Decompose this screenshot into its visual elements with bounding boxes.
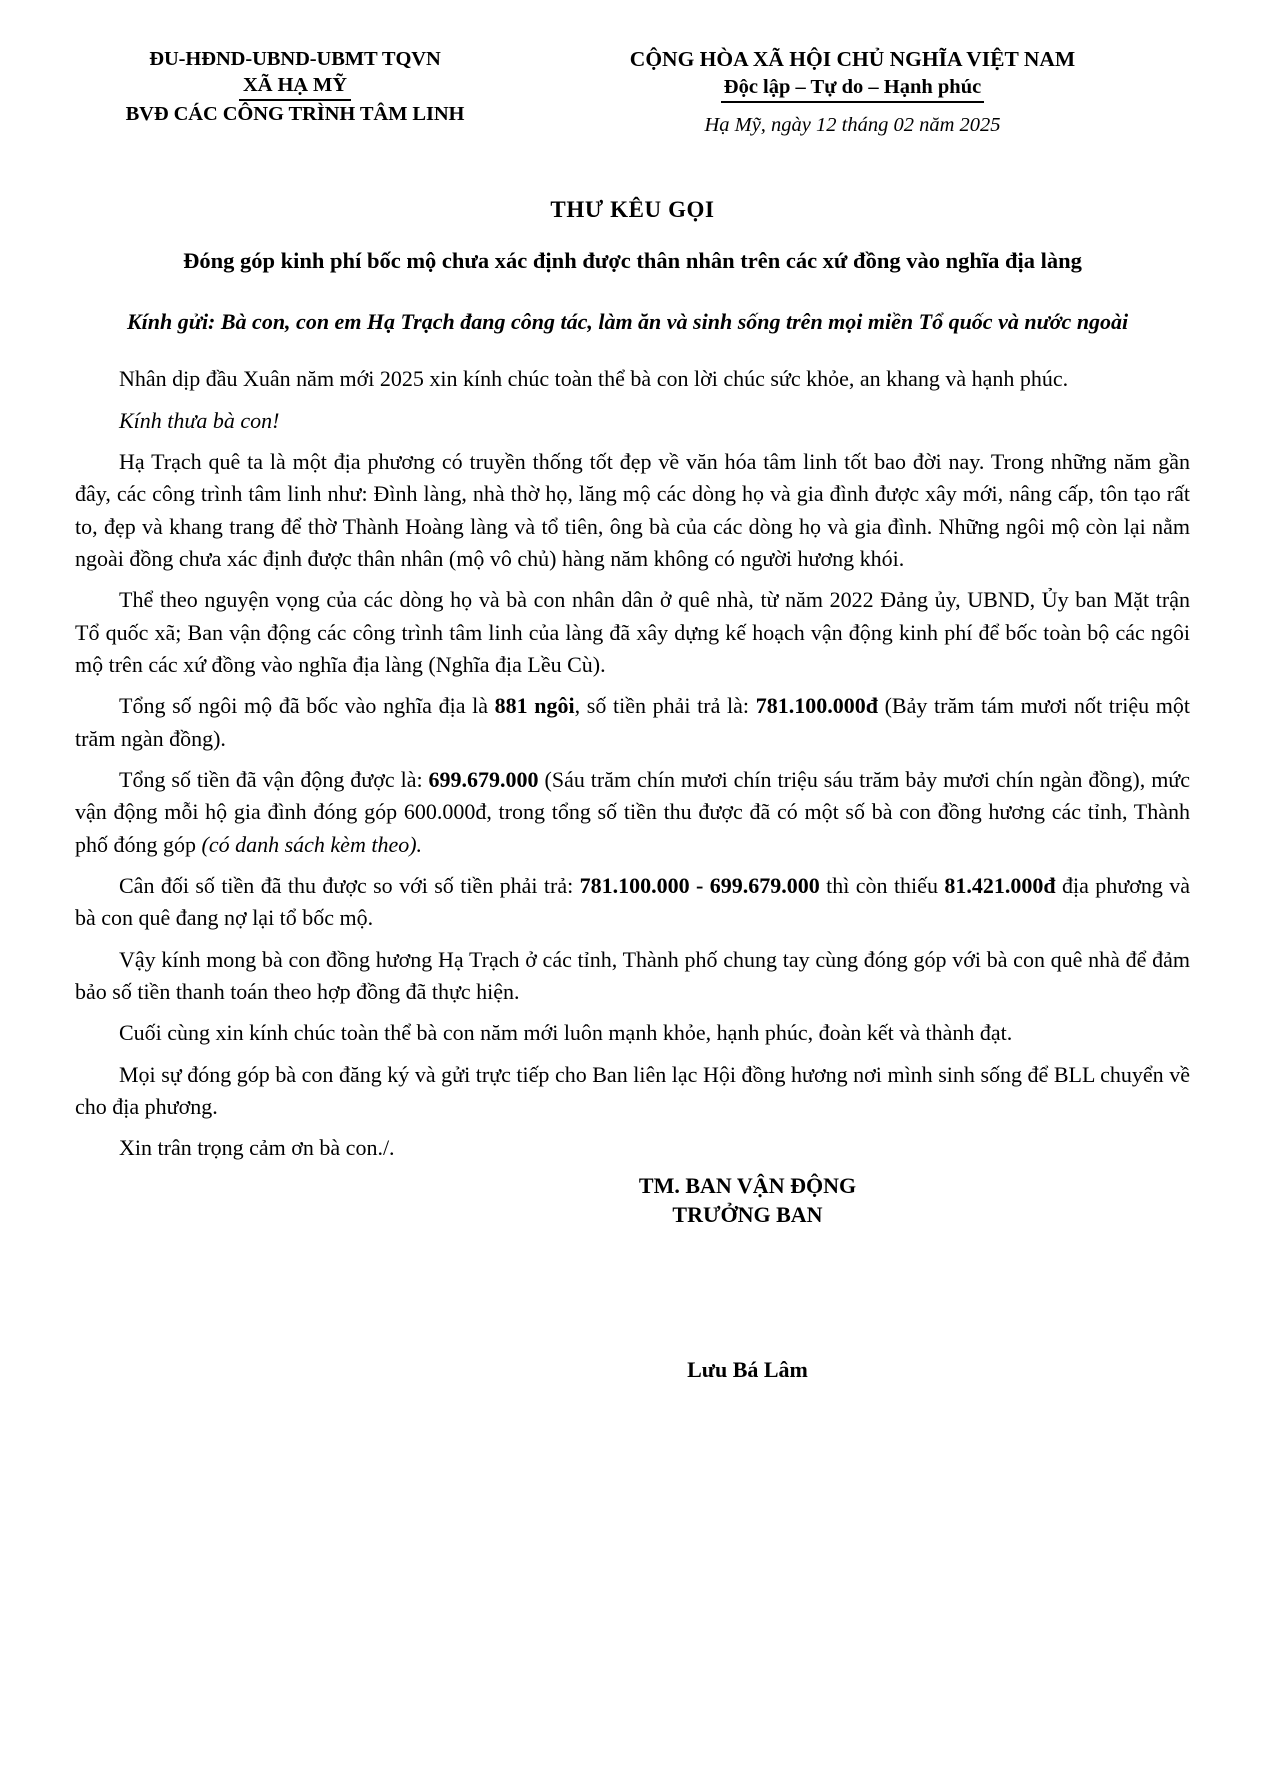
paragraph-background: Hạ Trạch quê ta là một địa phương có truyền thống tốt đẹp về văn hóa tâm linh tốt bao đời nay. Trong những năm gần đây, các công trình tâm linh như: Đình làng, nhà thờ họ, lăng mộ các dòng họ và gia đình được xây mới, nâng cấp, tôn tạo rất to, đẹp và khang trang để thờ Thành Hoàng làng và tổ tiên, ông bà của các dòng họ và gia đình. Những ngôi mộ còn lại nằm ngoài đồng chưa xác định được thân nhân (mộ vô chủ) hàng năm không có người hương khói.: [75, 448, 1190, 571]
total-graves-count: 881 ngôi: [494, 693, 575, 719]
paragraph-balance: [75, 870, 1190, 935]
document-subtitle: Đóng góp kinh phí bốc mộ chưa xác định được thân nhân trên các xứ đồng vào nghĩa địa làng: [183, 247, 1082, 273]
balance-equation: 781.100.000 - 699.679.000: [579, 872, 820, 898]
header-left-block: [75, 46, 505, 128]
paragraph-thanks: Xin trân trọng cảm ơn bà con./.: [119, 1135, 395, 1161]
amount-due-label: , số tiền phải trả là:: [574, 693, 756, 719]
document-header: [75, 46, 1190, 141]
page-title: THƯ KÊU GỌI: [550, 196, 715, 222]
issuing-authority-board: BVĐ CÁC CÔNG TRÌNH TÂM LINH: [125, 103, 465, 126]
attached-list-note: (có danh sách kèm theo).: [201, 831, 423, 857]
paragraph-greeting: Nhân dịp đầu Xuân năm mới 2025 xin kính chúc toàn thể bà con lời chúc sức khỏe, an khang và hạnh phúc.: [119, 366, 1069, 392]
national-motto: Độc lập – Tự do – Hạnh phúc: [721, 74, 984, 103]
shortfall-value: 81.421.000đ: [944, 872, 1056, 898]
national-title: CỘNG HÒA XÃ HỘI CHỦ NGHĨA VIỆT NAM: [629, 47, 1076, 71]
amount-due-value: 781.100.000đ: [755, 693, 878, 719]
total-raised-label: Tổng số tiền đã vận động được là:: [119, 766, 429, 792]
signer-name: Lưu Bá Lâm: [687, 1356, 808, 1382]
header-right-block: [505, 46, 1190, 141]
issuing-authority-commune: XÃ HẠ MỸ: [239, 72, 351, 101]
signature-title-line2: TRƯỞNG BAN: [672, 1201, 823, 1227]
paragraph-salutation: Kính thưa bà con!: [119, 407, 280, 433]
shortfall-label: thì còn thiếu: [819, 872, 945, 898]
amount-due-words: (Bảy trăm tám mươi nốt triệu một trăm ngàn đồng).: [75, 693, 1190, 751]
shortfall-detail: địa phương và bà con quê đang nợ lại tổ bốc mộ.: [75, 872, 1191, 931]
paragraph-contribution-instructions: Mọi sự đóng góp bà con đăng ký và gửi trực tiếp cho Ban liên lạc Hội đồng hương nơi mình sinh sống để BLL chuyển về cho địa phương.: [75, 1061, 1190, 1119]
paragraph-appeal: Vậy kính mong bà con đồng hương Hạ Trạch ở các tỉnh, Thành phố chung tay cùng đóng góp với bà con quê nhà để đảm bảo số tiền thanh toán theo hợp đồng đã thực hiện.: [75, 946, 1190, 1004]
paragraph-total-raised: [75, 764, 1190, 861]
paragraph-wishes: Cuối cùng xin kính chúc toàn thể bà con năm mới luôn mạnh khỏe, hạnh phúc, đoàn kết và thành đạt.: [119, 1020, 1013, 1046]
total-raised-detail: (Sáu trăm chín mươi chín triệu sáu trăm bảy mươi chín ngàn đồng), mức vận động mỗi hộ gia đình đóng góp 600.000đ, trong tổng số tiền thu được đã có một số bà con đồng hương các tỉnh, Thành phố đóng góp: [75, 766, 1190, 857]
paragraph-plan: Thể theo nguyện vọng của các dòng họ và bà con nhân dân ở quê nhà, từ năm 2022 Đảng ủy, UBND, Ủy ban Mặt trận Tổ quốc xã; Ban vận động các công trình tâm linh của làng đã xây dựng kế hoạch vận động kinh phí để bốc toàn bộ các ngôi mộ trên các xứ đồng vào nghĩa địa làng (Nghĩa địa Lều Cù).: [75, 587, 1190, 677]
recipient-line: Kính gửi: Bà con, con em Hạ Trạch đang công tác, làm ăn và sinh sống trên mọi miền Tổ quốc và nước ngoài: [127, 309, 1129, 335]
total-raised-value: 699.679.000: [428, 766, 539, 792]
issuing-authority-line1: ĐU-HĐND-UBND-UBMT TQVN: [149, 48, 441, 70]
place-and-date: Hạ Mỹ, ngày 12 tháng 02 năm 2025: [704, 113, 1001, 136]
signature-block: [75, 1171, 1190, 1229]
paragraph-total-graves: [75, 690, 1190, 755]
balance-label: Cân đối số tiền đã thu được so với số tiền phải trả:: [119, 872, 580, 898]
total-graves-text: Tổng số ngôi mộ đã bốc vào nghĩa địa là: [119, 693, 495, 719]
signature-title-line1: TM. BAN VẬN ĐỘNG: [638, 1172, 857, 1198]
